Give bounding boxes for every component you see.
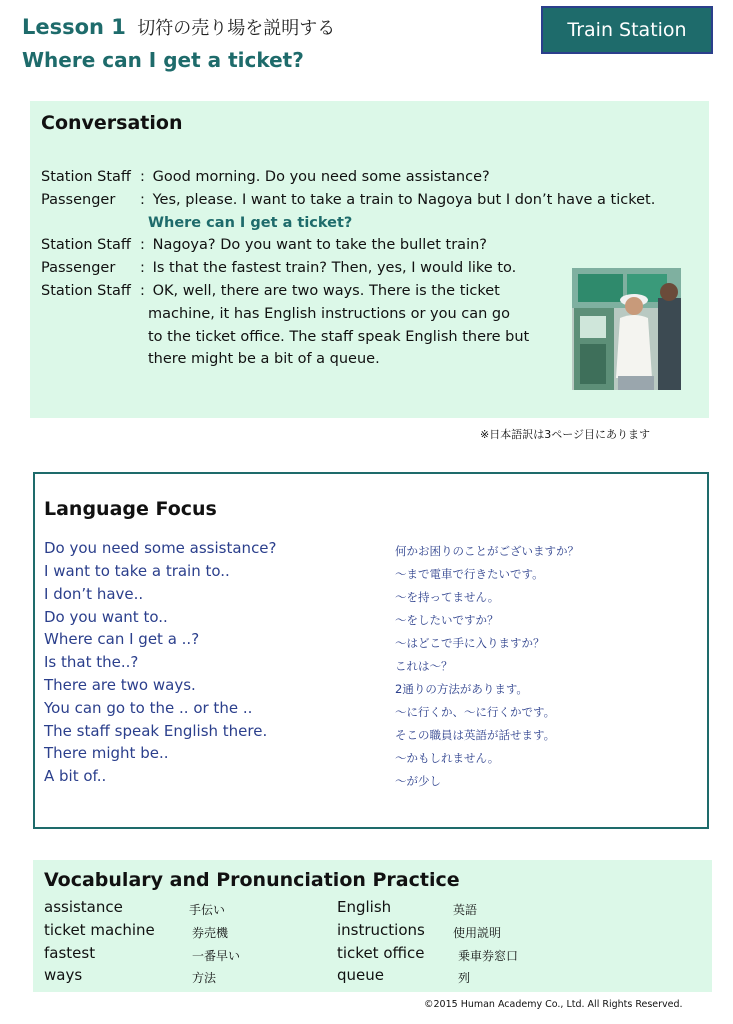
lesson-title (22, 14, 335, 40)
conversation-line: Passenger : Yes, please. I want to take a train to Nagoya but I don’t have a ticket. (41, 192, 656, 208)
phrase-en: Is that the..? (44, 653, 139, 671)
vocab-meaning: 方法 (192, 971, 217, 985)
conversation-heading: Conversation (41, 112, 183, 134)
vocab-meaning: 乗車券窓口 (458, 949, 519, 963)
phrase-jp: ～に行くか、～に行くかです。 (395, 705, 556, 719)
phrase-en: I want to take a train to.. (44, 562, 230, 580)
lesson-title-jp: 切符の売り場を説明する (137, 18, 336, 39)
utterance-continued: there might be a bit of a queue. (148, 351, 380, 367)
phrase-jp: ～まで電車で行きたいです。 (395, 567, 544, 581)
vocab-word: fastest (44, 944, 96, 962)
phrase-jp: ～かもしれません。 (395, 751, 500, 765)
vocab-meaning: 使用説明 (453, 926, 502, 940)
topic-badge: Train Station (541, 6, 713, 54)
utterance-continued: machine, it has English instructions or you can go (148, 306, 511, 322)
lesson-label: Lesson 1 (22, 15, 126, 39)
conversation-line: Station Staff : OK, well, there are two ways. There is the ticket (41, 283, 500, 299)
phrase-jp: ～はどこで手に入りますか？ (395, 636, 545, 650)
phrase-jp: ～をしたいですか？ (395, 613, 499, 627)
phrase-en: The staff speak English there. (44, 722, 268, 740)
utterance: Is that the fastest train? Then, yes, I would like to. (152, 260, 517, 276)
phrase-jp: 2通りの方法があります。 (395, 682, 528, 696)
conversation-line: Station Staff : Nagoya? Do you want to take the bullet train? (41, 237, 487, 253)
vocab-word: queue (337, 966, 384, 984)
vocab-word: ticket office (337, 944, 425, 962)
phrase-en: Where can I get a ..? (44, 630, 200, 648)
utterance-continued: to the ticket office. The staff speak English there but (148, 329, 530, 345)
phrase-jp: これは～？ (395, 659, 453, 673)
phrase-en: A bit of.. (44, 767, 107, 785)
phrase-en: Do you want to.. (44, 608, 168, 626)
vocab-word: ticket machine (44, 921, 155, 939)
conversation-line: Station Staff : Good morning. Do you need some assistance? (41, 169, 490, 185)
speaker: Passenger (41, 192, 116, 208)
phrase-en: There might be.. (44, 744, 169, 762)
vocab-meaning: 英語 (453, 903, 478, 917)
translation-note: ※日本語訳は3ページ目にあります (480, 428, 650, 441)
phrase-en: There are two ways. (44, 676, 196, 694)
vocab-meaning: 券売機 (192, 926, 229, 940)
phrase-en: I don’t have.. (44, 585, 144, 603)
vocab-meaning: 手伝い (189, 903, 226, 917)
vocab-word: ways (44, 966, 83, 984)
vocab-word: instructions (337, 921, 425, 939)
language-focus-panel (33, 472, 709, 829)
phrase-jp: ～が少し (395, 774, 441, 788)
lesson-subtitle: Where can I get a ticket? (22, 48, 304, 72)
utterance: OK, well, there are two ways. There is the ticket (152, 283, 500, 299)
speaker: Station Staff (41, 169, 131, 185)
copyright: ©2015 Human Academy Co., Ltd. All Rights Reserved. (424, 999, 683, 1010)
utterance: Nagoya? Do you want to take the bullet train? (152, 237, 487, 253)
phrase-en: You can go to the .. or the .. (44, 699, 253, 717)
phrase-jp: ～を持ってません。 (395, 590, 500, 604)
vocabulary-heading: Vocabulary and Pronunciation Practice (44, 869, 460, 891)
ticket-machine-photo (572, 268, 681, 390)
utterance: Good morning. Do you need some assistance? (152, 169, 490, 185)
language-focus-heading: Language Focus (44, 498, 217, 520)
vocab-word: assistance (44, 898, 123, 916)
conversation-line: Passenger : Is that the fastest train? Then, yes, I would like to. (41, 260, 517, 276)
vocab-word: English (337, 898, 392, 916)
vocab-meaning: 一番早い (192, 949, 241, 963)
speaker: Passenger (41, 260, 116, 276)
speaker: Station Staff (41, 283, 131, 299)
speaker: Station Staff (41, 237, 131, 253)
key-phrase: Where can I get a ticket? (148, 215, 353, 231)
vocab-meaning: 列 (458, 971, 471, 985)
phrase-jp: そこの職員は英語が話せます。 (395, 728, 556, 742)
phrase-jp: 何かお困りのことがございますか？ (395, 544, 579, 558)
phrase-en: Do you need some assistance? (44, 539, 277, 557)
utterance: Yes, please. I want to take a train to Nagoya but I don’t have a ticket. (152, 192, 656, 208)
